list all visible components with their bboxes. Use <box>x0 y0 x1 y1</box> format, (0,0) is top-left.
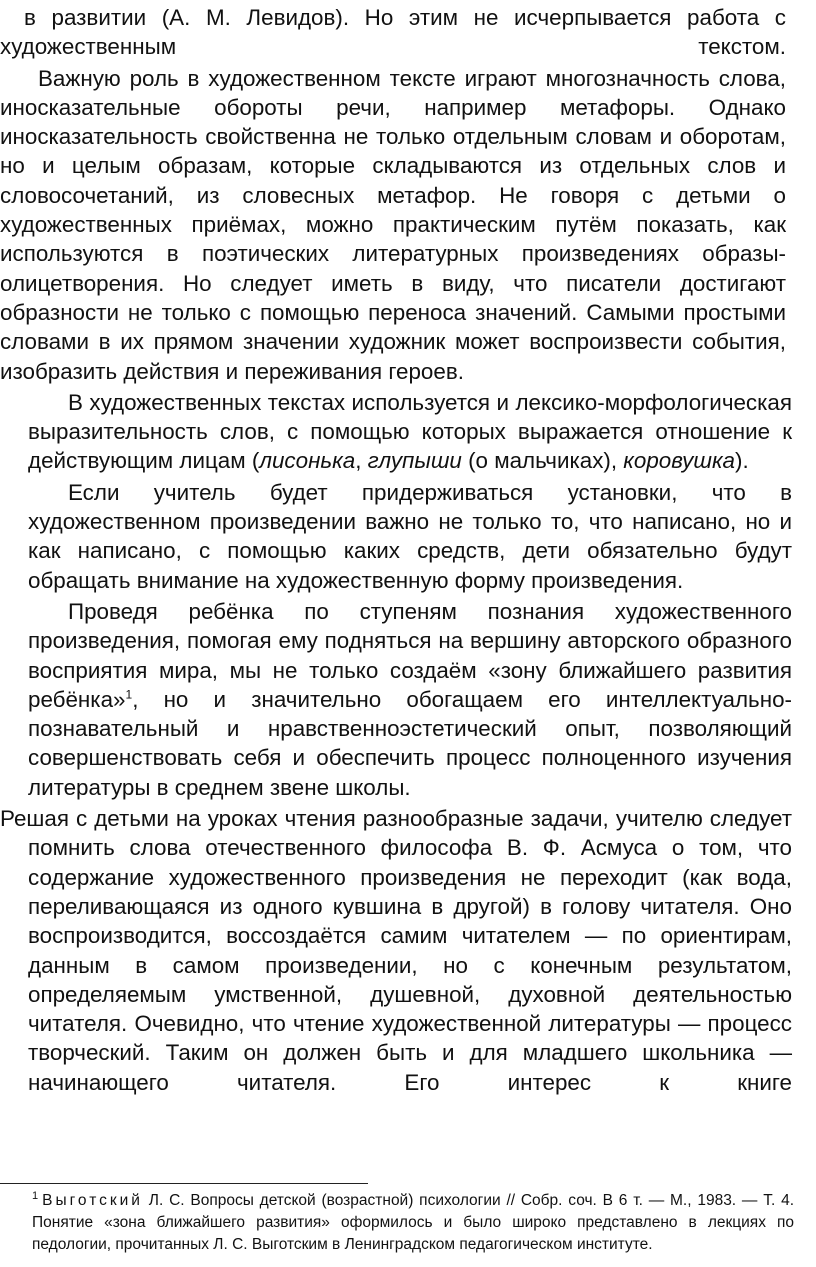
p2-example-glupyshi: глупыши <box>367 448 462 474</box>
p2-text-after: ). <box>734 448 749 474</box>
paragraph-polysemy: Важную роль в художественном тексте играют многозначность слова, иносказательные обороты речи, например метафоры. Однако иносказательность свойственна не только отдельным словам и оборотам, но и целым образам, которые складываются из отдельных слов и словосочетаний, из словесных метафор. Не говоря с детьми о художественных приёмах, можно практическим путём показать, как используются в поэтических литературных произведениях образы-олицетворения. Но следует иметь в виду, что писатели достигают образности не только с помощью переноса значений. Самыми простыми словами в их прямом значении художник может воспроизвести события, изобразить действия и переживания героев. <box>0 65 786 384</box>
p2-text-before: В художественных текстах используется и лексико-морфологическая выразительность слов, с помощью которых выражается отношение к действующим лицам ( <box>28 389 792 474</box>
paragraph-continued-last-line: художественным текстом. <box>0 34 786 60</box>
paragraph-lexical-expressiveness <box>0 386 816 476</box>
p4-text-before: Проведя ребёнка по ступеням познания художественного произведения, помогая ему подняться на вершину авторского образного восприятия мира, мы не только создаём «зону ближайшего развития ребёнка» <box>28 598 792 712</box>
paragraph-artistic-form: Если учитель будет придерживаться установки, что в художественном произведении важно не только то, что написано, но и как написано, с помощью каких средств, дети обязательно будут обращать внимание на художественную форму произведения. <box>28 479 792 593</box>
footnote-number: 1 <box>32 1189 39 1202</box>
p2-text-mid: (о мальчиках), <box>461 448 624 474</box>
p2-example-lisonka: лисонька <box>259 448 356 474</box>
footnote-reference[interactable]: 1 <box>125 687 133 702</box>
paragraph-asmus: Решая с детьми на уроках чтения разнообразные задачи, учителю следует помнить слова отечественного философа В. Ф. Асмуса о том, что содержание художественного произведения не переходит (как вода, переливающаяся из одного кувшина в другой) в голову читателя. Оно воспроизводится, воссоздаётся самим читателем — по ориентирам, данным в самом произведении, но с конечным результатом, определяемым умственной, душевной, духовной деятельностью читателя. Очевидно, что чтение художественной литературы — процесс творческий. Таким он должен быть и для младшего школьника — начинающего читателя. Его интерес к книге <box>0 806 792 1095</box>
p2-comma: , <box>355 448 368 474</box>
p2-example-korovushka: коровушка <box>623 448 735 474</box>
footnote-author: Выготский <box>42 1192 143 1209</box>
footnote-divider <box>0 1183 368 1184</box>
footnote <box>32 1190 794 1256</box>
p4-text-after: , но и значительно обогащаем его интеллектуально-познавательный и нравственноэстетический опыт, позволяющий совершенствовать себя и обеспечить процесс полноценного изучения литературы в среднем звене школы. <box>28 686 792 800</box>
paragraph-zone-of-development <box>0 595 816 802</box>
paragraph-continued <box>0 0 816 62</box>
footnote-text: Л. С. Вопросы детской (возрастной) психологии // Собр. соч. В 6 т. — М., 1983. — Т. 4. Понятие «зона ближайшего развития» оформилось и было широко представлено в лекциях по педологии, прочитанных Л. С. Выготским в Ленинградском педагогическом институте. <box>32 1192 794 1253</box>
paragraph-continued-first-line: в развитии (А. М. Левидов). Но этим не исчерпывается работа с <box>24 5 786 30</box>
